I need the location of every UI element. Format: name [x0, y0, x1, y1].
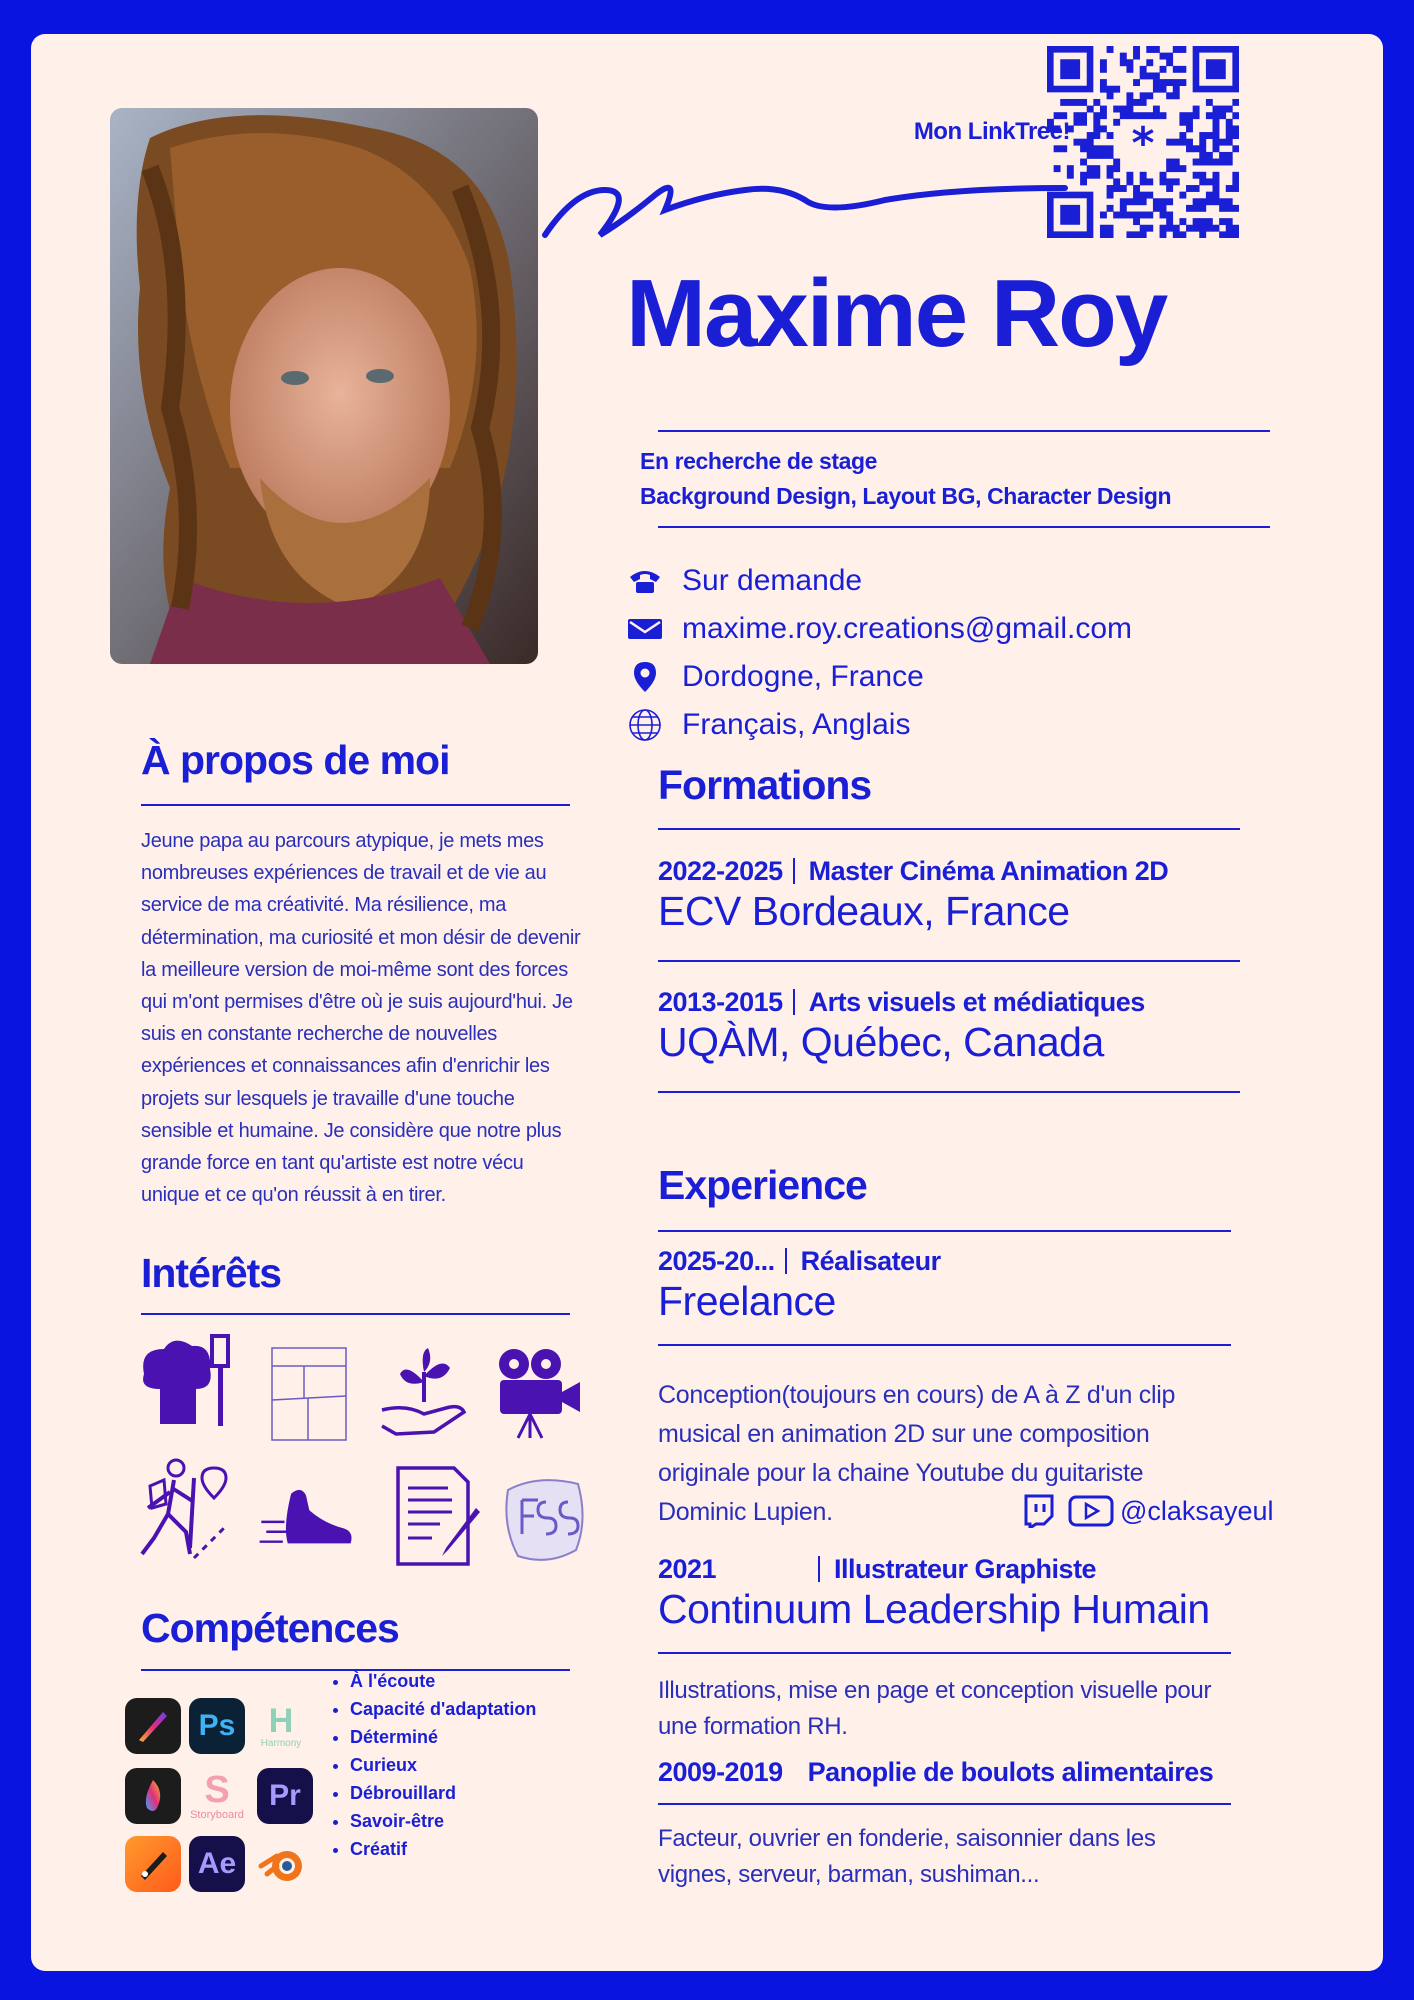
seeking-text [640, 444, 1171, 514]
divider [658, 1230, 1231, 1232]
experience-role: Panoplie de boulots alimentaires [807, 1757, 1214, 1787]
divider [658, 1091, 1240, 1093]
divider [658, 1344, 1231, 1346]
contact-phone [626, 561, 1276, 601]
divider [141, 1313, 570, 1315]
divider [658, 1652, 1231, 1654]
formation-school: UQÀM, Québec, Canada [658, 1018, 1104, 1065]
contact-location [626, 657, 1276, 697]
divider [141, 804, 570, 806]
location-text: Dordogne, France [682, 660, 924, 693]
divider [658, 1803, 1231, 1805]
formation-item [658, 987, 1145, 1066]
soft-skill-item: • À l'écoute [350, 1667, 536, 1695]
seeking-line1: En recherche de stage [640, 448, 878, 474]
mail-icon [626, 613, 664, 645]
separator [793, 858, 795, 884]
formation-degree: Master Cinéma Animation 2D [808, 856, 1169, 886]
divider [658, 526, 1270, 528]
fiverr-logo-icon [498, 1470, 594, 1576]
divider [658, 960, 1240, 962]
document-writing-icon [392, 1464, 488, 1570]
storyboarder-label: Storyboard [190, 1809, 244, 1821]
soft-skill-item: • Débrouillard [350, 1779, 536, 1807]
experience-item [658, 1554, 1210, 1633]
squiggle-line [505, 140, 1075, 250]
phone-icon [626, 565, 664, 597]
experience-years: 2021 [658, 1554, 717, 1584]
premiere-icon: Pr [257, 1768, 313, 1824]
formation-degree: Arts visuels et médiatiques [808, 987, 1145, 1017]
procreate-dreams-icon [125, 1768, 181, 1824]
location-pin-icon [626, 661, 664, 693]
email-link[interactable]: maxime.roy.creations@gmail.com [682, 612, 1133, 645]
separator [818, 1556, 820, 1582]
harmony-icon: H Harmony [260, 1701, 302, 1749]
drawing-panels-icon [264, 1344, 360, 1450]
experience-org: Freelance [658, 1277, 836, 1324]
blender-icon [255, 1836, 311, 1892]
formation-item [658, 856, 1168, 935]
after-effects-icon: Ae [189, 1836, 245, 1892]
svg-text:*: * [1131, 118, 1155, 169]
about-title: À propos de moi [141, 737, 450, 783]
about-text: Jeune papa au parcours atypique, je mets mes nombreuses expériences de travail et de vie au service de ma créativité. Ma résilience, ma détermination, ma curiosité et mon désir de devenir la meilleure version de moi-même sont des forces qui m'ont permises d'être où je suis aujourd'hui. Je suis en constante recherche de nouvelles expériences et connaissances afin d'enrichir les projets sur lesquels je travaille d'une touche sensible et humaine. Je considère que notre plus grande force en tant qu'artiste est notre vécu unique et ce qu'on réussit à en tirer. [141, 830, 581, 1207]
formation-school: ECV Bordeaux, France [658, 887, 1070, 934]
formations-title: Formations [658, 762, 872, 808]
experience-description: Facteur, ouvrier en fonderie, saisonnier dans les vignes, serveur, barman, sushiman... [658, 1825, 1156, 1888]
photoshop-icon: Ps [189, 1698, 245, 1754]
interests-title: Intérêts [141, 1250, 282, 1296]
soft-skill-item: • Curieux [350, 1751, 536, 1779]
running-shoe-icon [258, 1468, 354, 1574]
experience-item [658, 1246, 941, 1325]
social-handle[interactable]: @claksayeul [1120, 1495, 1274, 1526]
soft-skill-item: • Savoir-être [350, 1807, 536, 1835]
contact-languages [626, 705, 1276, 745]
formation-years: 2013-2015 [658, 987, 783, 1017]
contact-email[interactable] [626, 609, 1276, 649]
social-links [1022, 1494, 1273, 1528]
separator [785, 1248, 787, 1274]
film-camera-icon [492, 1342, 588, 1448]
skills-title: Compétences [141, 1605, 399, 1651]
experience-org: Continuum Leadership Humain [658, 1585, 1210, 1632]
plant-hand-icon [376, 1342, 472, 1448]
experience-item [658, 1757, 1213, 1788]
harmony-label: Harmony [260, 1737, 302, 1749]
youtube-icon[interactable] [1068, 1494, 1114, 1528]
cooking-icon [134, 1334, 230, 1440]
soft-skill-item: • Créatif [350, 1835, 536, 1863]
twitch-icon[interactable] [1022, 1494, 1056, 1528]
experience-years: 2025-20... [658, 1246, 775, 1276]
experience-role: Illustrateur Graphiste [834, 1554, 1097, 1584]
procreate-icon [125, 1698, 181, 1754]
soft-skills-list [330, 1667, 536, 1863]
experience-description: Illustrations, mise en page et conception visuelle pour une formation RH. [658, 1677, 1212, 1740]
clip-studio-icon [125, 1836, 181, 1892]
soft-skill-item: • Capacité d'adaptation [350, 1695, 536, 1723]
phone-text: Sur demande [682, 564, 863, 597]
experience-description: Conception(toujours en cours) de A à Z d'un clip musical en animation 2D sur une composition originale pour la chaine Youtube du guitariste Dominic Lupien. [658, 1381, 1176, 1526]
seeking-line2: Background Design, Layout BG, Character Design [640, 483, 1172, 509]
storyboarder-icon: S Storyboard [190, 1769, 244, 1821]
hiking-icon [134, 1458, 230, 1564]
globe-icon [626, 709, 664, 741]
full-name: Maxime Roy [626, 260, 1167, 367]
languages-text: Français, Anglais [682, 708, 911, 741]
experience-role: Réalisateur [800, 1246, 941, 1276]
divider [658, 828, 1240, 830]
separator [793, 989, 795, 1015]
linktree-label[interactable]: Mon LinkTree! [913, 118, 1070, 145]
linktree-qr-code[interactable] [1047, 46, 1239, 238]
soft-skill-item: • Déterminé [350, 1723, 536, 1751]
formation-years: 2022-2025 [658, 856, 783, 886]
experience-title: Experience [658, 1162, 867, 1208]
experience-years: 2009-2019 [658, 1757, 783, 1787]
divider [658, 430, 1270, 432]
profile-photo [110, 108, 538, 664]
